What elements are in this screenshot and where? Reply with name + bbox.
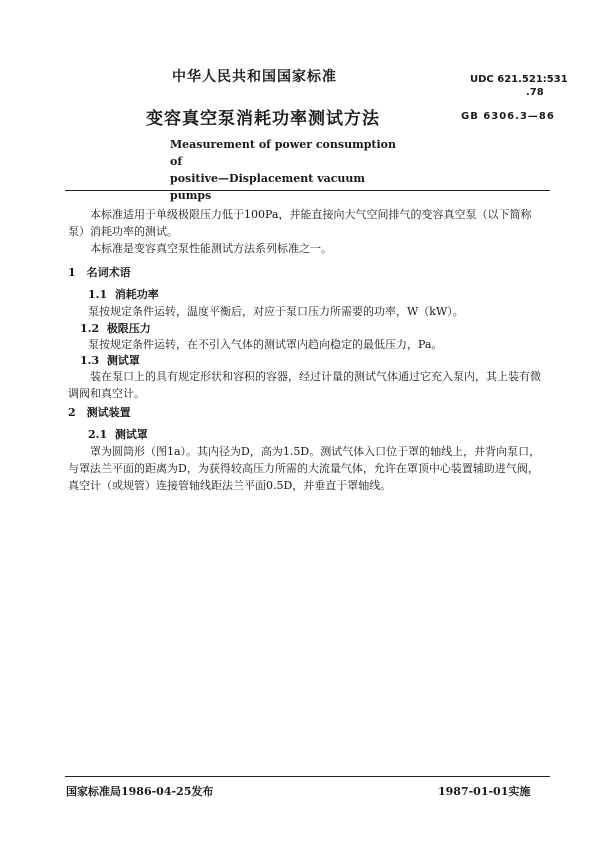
item-number: 1.3	[80, 354, 100, 367]
item-term: 极限压力	[106, 322, 151, 335]
item-1-3-definition: 装在泵口上的具有规定形状和容积的容器，经过计量的测试气体通过它充入泵内，其上装有微调阀和真空计。	[68, 370, 541, 400]
item-2-1-definition: 罩为圆筒形（图1a）。其内径为D，高为1.5D。测试气体入口位于罩的轴线上，并背向泵口，与罩法兰平面的距离为D，为获得较高压力所需的大流量气体，允许在罩顶中心装置辅助进气阀，真空计（或规管）连接管轴线距法兰平面0.5D，并垂直于罩轴线。	[68, 445, 541, 492]
effective-date: 1987-01-01实施	[438, 785, 531, 798]
footer-divider	[65, 776, 550, 777]
document-title-chinese: 变容真空泵消耗功率测试方法	[146, 109, 380, 129]
item-term: 测试罩	[106, 354, 140, 367]
item-number: 1.1	[88, 288, 108, 301]
item-term: 消耗功率	[114, 288, 159, 301]
udc-code-continued: .78	[526, 87, 544, 98]
item-number: 1.2	[80, 322, 100, 335]
section-1-heading: 1 名词术语	[68, 266, 131, 279]
standard-type-heading: 中华人民共和国国家标准	[172, 69, 337, 85]
item-1-2-heading	[80, 320, 151, 336]
item-1-3-heading	[80, 352, 140, 368]
section-2-heading: 2 测试装置	[68, 406, 131, 419]
header-divider	[65, 190, 550, 191]
gb-standard-number: GB 6306.3—86	[461, 111, 555, 122]
title-en-line-1: Measurement of power consumption of	[170, 138, 396, 168]
item-number: 2.1	[88, 428, 108, 441]
title-en-line-2: positive—Displacement vacuum pumps	[170, 172, 366, 202]
intro-paragraph-1: 本标准适用于单级极限压力低于100Pa，并能直接向大气空间排气的变容真空泵（以下简称泵）消耗功率的测试。	[68, 208, 532, 238]
intro-paragraph-2: 本标准是变容真空泵性能测试方法系列标准之一。	[90, 242, 332, 255]
item-2-1-heading	[88, 426, 148, 442]
item-1-1-heading	[88, 286, 159, 302]
item-1-2-definition: 泵按规定条件运转，在不引入气体的测试罩内趋向稳定的最低压力，Pa。	[88, 338, 443, 351]
udc-code: UDC 621.521:531	[470, 74, 568, 85]
item-term: 测试罩	[114, 428, 148, 441]
issue-date: 国家标准局1986-04-25发布	[66, 785, 214, 798]
item-1-1-definition: 泵按规定条件运转，温度平衡后，对应于泵口压力所需要的功率，W（kW）。	[88, 305, 464, 318]
document-title-english	[170, 136, 400, 204]
